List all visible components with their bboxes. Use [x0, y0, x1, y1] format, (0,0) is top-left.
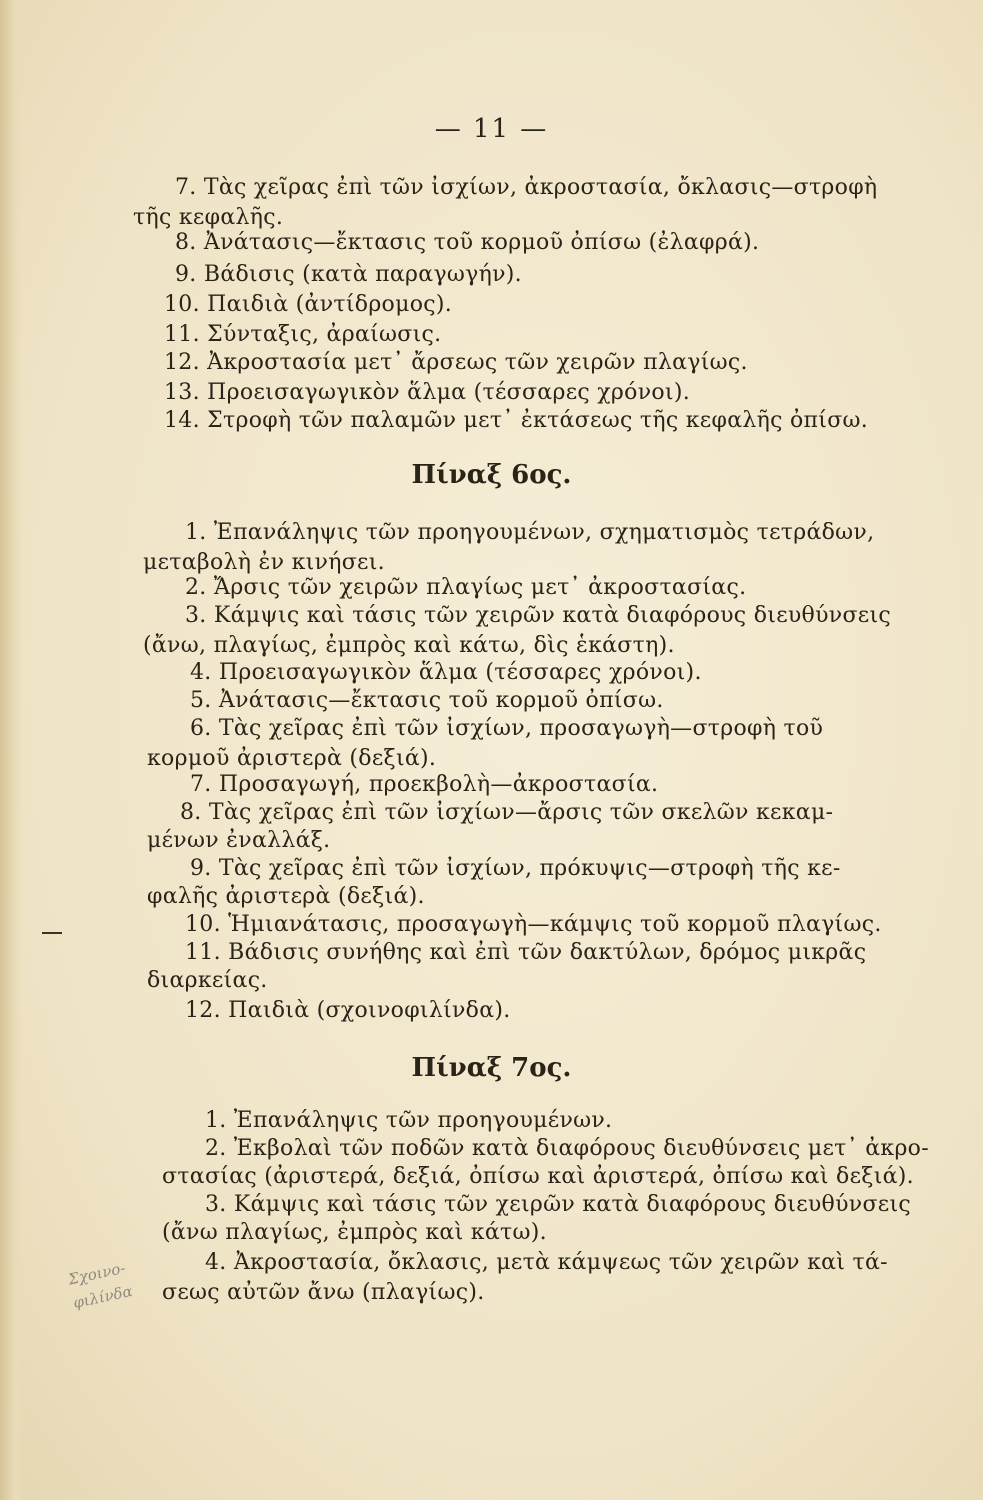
text-line: 8. Τὰς χεῖρας ἐπὶ τῶν ἰσχίων—ἄρσις τῶν σκελῶν κεκαμ-	[180, 800, 834, 825]
text-line: 9. Τὰς χεῖρας ἐπὶ τῶν ἰσχίων, πρόκυψις—στροφὴ τῆς κε-	[190, 856, 841, 881]
text-line: σεως αὐτῶν ἄνω (πλαγίως).	[162, 1280, 485, 1305]
text-line: διαρκείας.	[147, 968, 268, 993]
section-heading-6: Πίναξ 6ος.	[411, 460, 572, 490]
text-line: 11. Σύνταξις, ἀραίωσις.	[164, 322, 442, 347]
text-line: 13. Προεισαγωγικὸν ἅλμα (τέσσαρες χρόνοι).	[164, 380, 691, 405]
text-line: 10. Παιδιὰ (ἀντίδρομος).	[164, 292, 453, 317]
text-line: 1. Ἐπανάληψις τῶν προηγουμένων, σχηματισμὸς τετράδων,	[185, 520, 875, 545]
text-line: 1. Ἐπανάληψις τῶν προηγουμένων.	[205, 1108, 613, 1133]
text-line: τῆς κεφαλῆς.	[133, 205, 284, 230]
text-line: (ἄνω, πλαγίως, ἐμπρὸς καὶ κάτω, δὶς ἑκάστη).	[143, 633, 675, 658]
handwritten-margin-note: Σχοινο-φιλίνδα	[66, 1258, 135, 1313]
text-line: φαλῆς ἀριστερὰ (δεξιά).	[147, 884, 425, 909]
text-line: 3. Κάμψις καὶ τάσις τῶν χειρῶν κατὰ διαφόρους διευθύνσεις	[205, 1192, 912, 1217]
text-line: 2. Ἄρσις τῶν χειρῶν πλαγίως μετ᾽ ἀκροστασίας.	[185, 575, 747, 600]
text-line: 6. Τὰς χεῖρας ἐπὶ τῶν ἰσχίων, προσαγωγὴ—στροφὴ τοῦ	[190, 716, 824, 741]
text-line: μεταβολὴ ἐν κινήσει.	[143, 550, 385, 575]
text-line: στασίας (ἀριστερά, δεξιά, ὀπίσω καὶ ἀριστερά, ὀπίσω καὶ δεξιά).	[162, 1164, 914, 1189]
text-line: (ἄνω πλαγίως, ἐμπρὸς καὶ κάτω).	[162, 1220, 547, 1245]
text-line: 4. Προεισαγωγικὸν ἅλμα (τέσσαρες χρόνοι).	[190, 660, 702, 685]
text-line: 11. Βάδισις συνήθης καὶ ἐπὶ τῶν δακτύλων, δρόμος μικρᾶς	[185, 940, 867, 965]
text-line: 7. Προσαγωγή, προεκβολὴ—ἀκροστασία.	[190, 772, 659, 797]
text-line: 12. Ἀκροστασία μετ᾽ ἄρσεως τῶν χειρῶν πλαγίως.	[164, 350, 748, 375]
text-line: 5. Ἀνάτασις—ἔκτασις τοῦ κορμοῦ ὀπίσω.	[190, 688, 664, 713]
text-line: κορμοῦ ἀριστερὰ (δεξιά).	[147, 746, 437, 771]
page-edge-shadow	[0, 0, 22, 1500]
text-line: 2. Ἐκβολαὶ τῶν ποδῶν κατὰ διαφόρους διευθύνσεις μετ᾽ ἀκρο-	[205, 1136, 929, 1161]
text-line: 3. Κάμψις καὶ τάσις τῶν χειρῶν κατὰ διαφόρους διευθύνσεις	[185, 603, 892, 628]
text-line: 8. Ἀνάτασις—ἔκτασις τοῦ κορμοῦ ὀπίσω (ἐλαφρά).	[175, 230, 760, 255]
text-line: 7. Τὰς χεῖρας ἐπὶ τῶν ἰσχίων, ἀκροστασία, ὄκλασις—στροφὴ	[175, 175, 878, 200]
page-number: — 11 —	[434, 114, 549, 144]
section-heading-7: Πίναξ 7ος.	[411, 1053, 572, 1083]
margin-dash	[42, 932, 62, 934]
text-line: 14. Στροφὴ τῶν παλαμῶν μετ᾽ ἐκτάσεως τῆς κεφαλῆς ὀπίσω.	[164, 408, 869, 433]
text-line: 12. Παιδιὰ (σχοινοφιλίνδα).	[185, 998, 511, 1023]
text-line: 9. Βάδισις (κατὰ παραγωγήν).	[175, 262, 522, 287]
text-line: 4. Ἀκροστασία, ὄκλασις, μετὰ κάμψεως τῶν χειρῶν καὶ τά-	[205, 1250, 888, 1275]
text-line: μένων ἐναλλάξ.	[147, 828, 331, 853]
text-line: 10. Ἡμιανάτασις, προσαγωγὴ—κάμψις τοῦ κορμοῦ πλαγίως.	[185, 912, 882, 937]
